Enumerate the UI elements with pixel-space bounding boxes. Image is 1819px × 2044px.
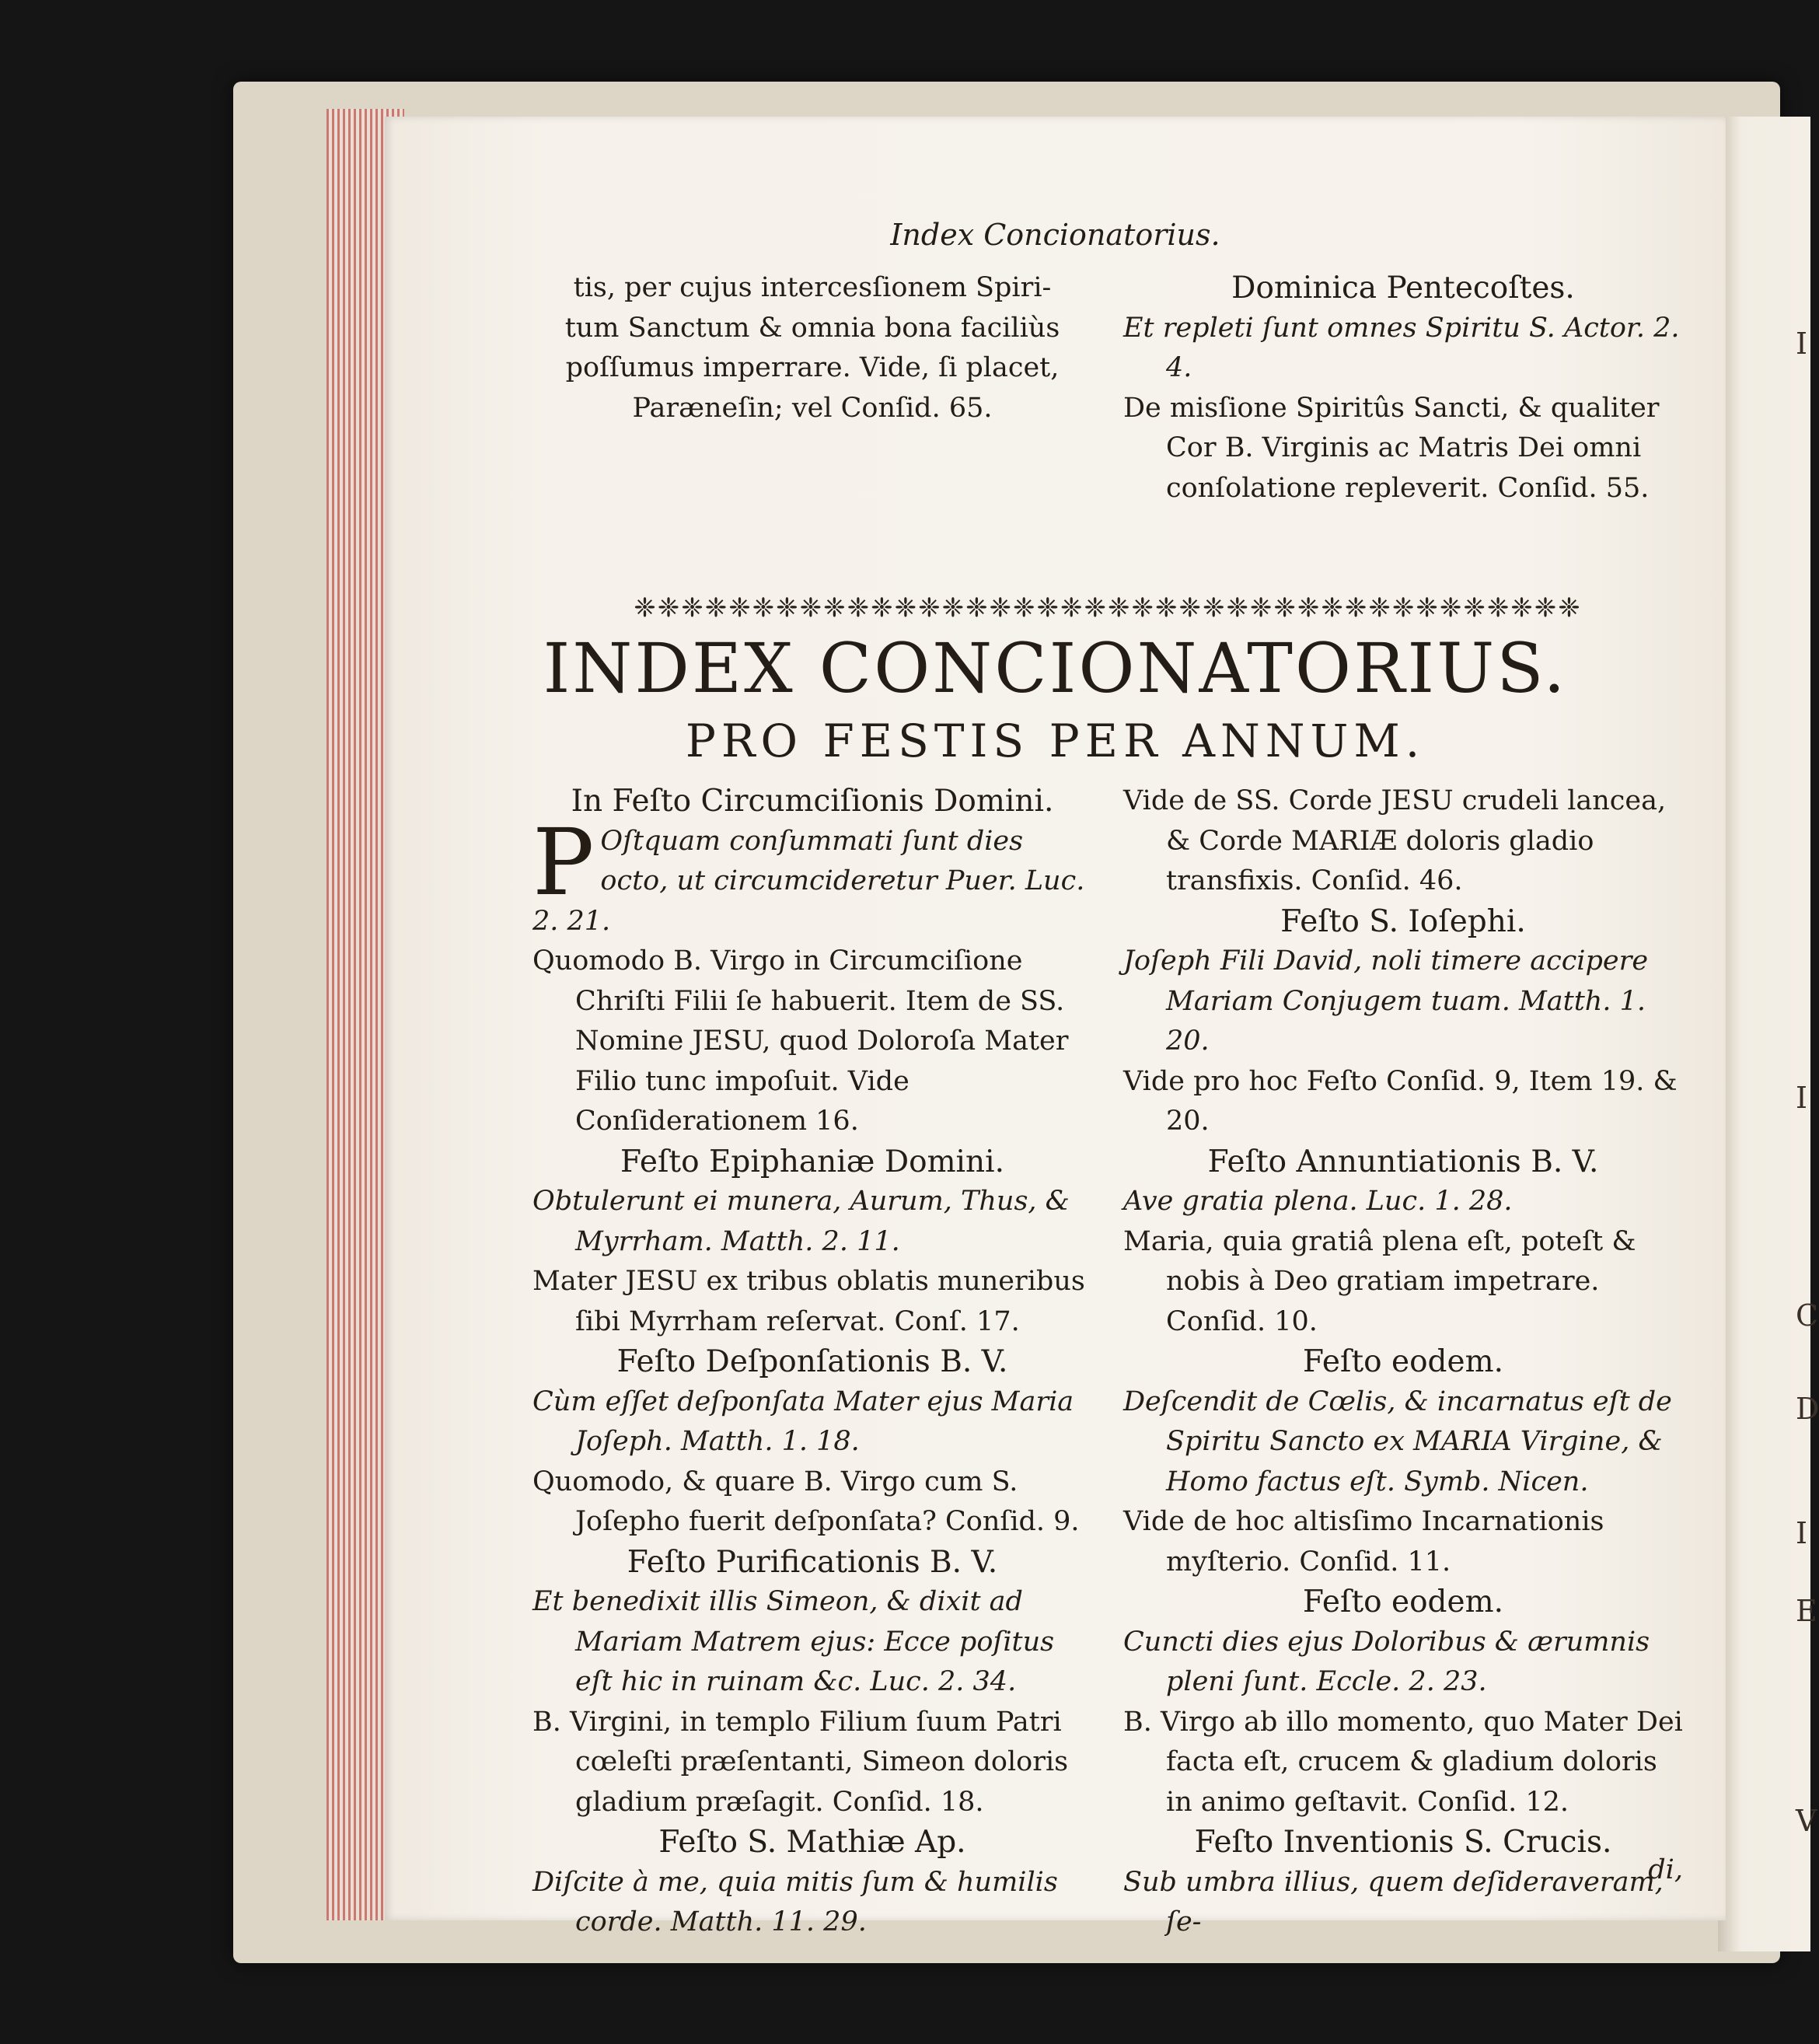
next-page-edge	[1718, 117, 1819, 1951]
scripture-quote: Deſcendit de Cœlis, & incarnatus eſt de Spiritu Sancto ex MARIA Virgine, & Homo factus eſt. Symb. Nicen.	[1123, 1385, 1672, 1497]
scripture-quote: Diſcite à me, quia mitis ſum & humilis corde. Matth. 11. 29.	[532, 1866, 1058, 1937]
top-right-column	[1123, 268, 1683, 508]
main-block	[532, 781, 1683, 1943]
scripture-quote: Obtulerunt ei munera, Aurum, Thus, & Myrrham. Matth. 2. 11.	[532, 1186, 1070, 1257]
section-heading: Feſto eodem.	[1303, 1585, 1503, 1619]
scripture-quote: Et benedixit illis Simeon, & dixit ad Mariam Matrem ejus: Ecce poſitus eſt hic in ruinam &c. Luc. 2. 34.	[532, 1586, 1055, 1697]
next-page-letter: I	[1796, 1081, 1808, 1115]
section-heading: Feſto S. Ioſephi.	[1280, 903, 1526, 939]
section-heading: Feſto Inventionis S. Crucis.	[1194, 1825, 1612, 1860]
next-page-letter: C	[1796, 1298, 1819, 1333]
index-entry: De misſione Spiritûs Sancti, & qualiter Cor B. Virginis ac Matris Dei omni conſolatione repleverit. Conſid. 55.	[1123, 392, 1660, 504]
page-title: INDEX CONCIONATORIUS.	[543, 628, 1568, 708]
scripture-quote: Sub umbra illius, quem deſideraveram, ſe-	[1123, 1866, 1664, 1937]
section-heading: Feſto Epiphaniæ Domini.	[620, 1144, 1005, 1179]
section-heading: Feſto Purificationis B. V.	[627, 1544, 998, 1580]
left-column	[532, 781, 1092, 1943]
continued-text: tis, per cujus intercesſionem Spiri-	[573, 272, 1052, 303]
scripture-quote: Ave gratia plena. Luc. 1. 28.	[1123, 1186, 1513, 1217]
scripture-quote: Et repleti ſunt omnes Spiritu S. Actor. 2. 4.	[1123, 312, 1680, 383]
book-page	[385, 117, 1726, 1937]
section-heading: In Feſto Circumciſionis Domini.	[571, 784, 1054, 819]
section-heading: Feſto eodem.	[1303, 1344, 1503, 1379]
top-block	[532, 268, 1683, 508]
index-entry: Vide pro hoc Feſto Conſid. 9, Item 19. & 20.	[1123, 1065, 1678, 1137]
top-left-column	[532, 268, 1092, 508]
index-entry: Mater JESU ex tribus oblatis muneribus ſibi Myrrham reſervat. Conſ. 17.	[532, 1266, 1085, 1337]
section-heading: Feſto S. Mathiæ Ap.	[658, 1825, 966, 1860]
next-page-letter: E	[1796, 1594, 1817, 1628]
index-entry: Vide de SS. Corde JESU crudeli lancea, & Corde MARIÆ doloris gladio transfixis. Conſid. 46.	[1123, 785, 1667, 896]
drop-cap: P	[532, 808, 595, 916]
page-subtitle: PRO FESTIS PER ANNUM.	[685, 715, 1426, 767]
ornament-band: ❈❈❈❈❈❈❈❈❈❈❈❈❈❈❈❈❈❈❈❈❈❈❈❈❈❈❈❈❈❈❈❈❈❈❈❈❈❈❈❈	[634, 592, 1582, 624]
continued-text: tum Sanctum & omnia bona faciliùs	[564, 312, 1060, 344]
scripture-quote: P Oſtquam conſummati ſunt dies octo, ut circumcideretur Puer. Luc. 2. 21.	[532, 808, 1085, 937]
index-entry: B. Virgini, in templo Filium ſuum Patri cœleſti præſentanti, Simeon doloris gladium præſagit. Conſid. 18.	[532, 1706, 1069, 1818]
scripture-quote: Cuncti dies ejus Doloribus & ærumnis pleni ſunt. Eccle. 2. 23.	[1123, 1626, 1650, 1697]
continued-text: poſſumus imperrare. Vide, ſi placet,	[565, 352, 1060, 383]
index-entry: Maria, quia gratiâ plena eſt, poteſt & nobis à Deo gratiam impetrare. Conſid. 10.	[1123, 1225, 1636, 1337]
index-entry: Quomodo B. Virgo in Circumciſione Chriſti Filii ſe habuerit. Item de SS. Nomine JESU, quod Doloroſa Mater Filio tunc impoſuit. Vide Conſiderationem 16.	[532, 945, 1069, 1137]
next-page-letter: I	[1796, 1516, 1808, 1550]
next-page-letter: V	[1796, 1804, 1817, 1838]
running-head: Index Concionatorius.	[890, 218, 1220, 252]
section-heading: Feſto Deſponſationis B. V.	[616, 1344, 1008, 1379]
index-entry: Quomodo, & quare B. Virgo cum S. Joſepho fuerit deſponſata? Conſid. 9.	[532, 1466, 1080, 1537]
scripture-quote: Cùm eſſet deſponſata Mater ejus Maria Joſeph. Matth. 1. 18.	[532, 1385, 1074, 1457]
index-entry: Vide de hoc altisſimo Incarnationis myſterio. Conſid. 11.	[1123, 1506, 1604, 1578]
section-heading: Feſto Annuntiationis B. V.	[1207, 1144, 1599, 1179]
next-page-letter: D	[1796, 1392, 1819, 1426]
index-entry: B. Virgo ab illo momento, quo Mater Dei facta eſt, crucem & gladium doloris in animo geſtavit. Conſid. 12.	[1123, 1706, 1683, 1818]
right-column	[1123, 781, 1683, 1943]
continued-text: Paræneſin; vel Conſid. 65.	[632, 392, 993, 424]
catchword: di,	[1648, 1854, 1683, 1885]
section-heading: Dominica Pentecoſtes.	[1231, 271, 1575, 306]
scripture-quote: Joſeph Fili David, noli timere accipere Mariam Conjugem tuam. Matth. 1. 20.	[1123, 945, 1649, 1057]
next-page-letter: I	[1796, 327, 1808, 361]
